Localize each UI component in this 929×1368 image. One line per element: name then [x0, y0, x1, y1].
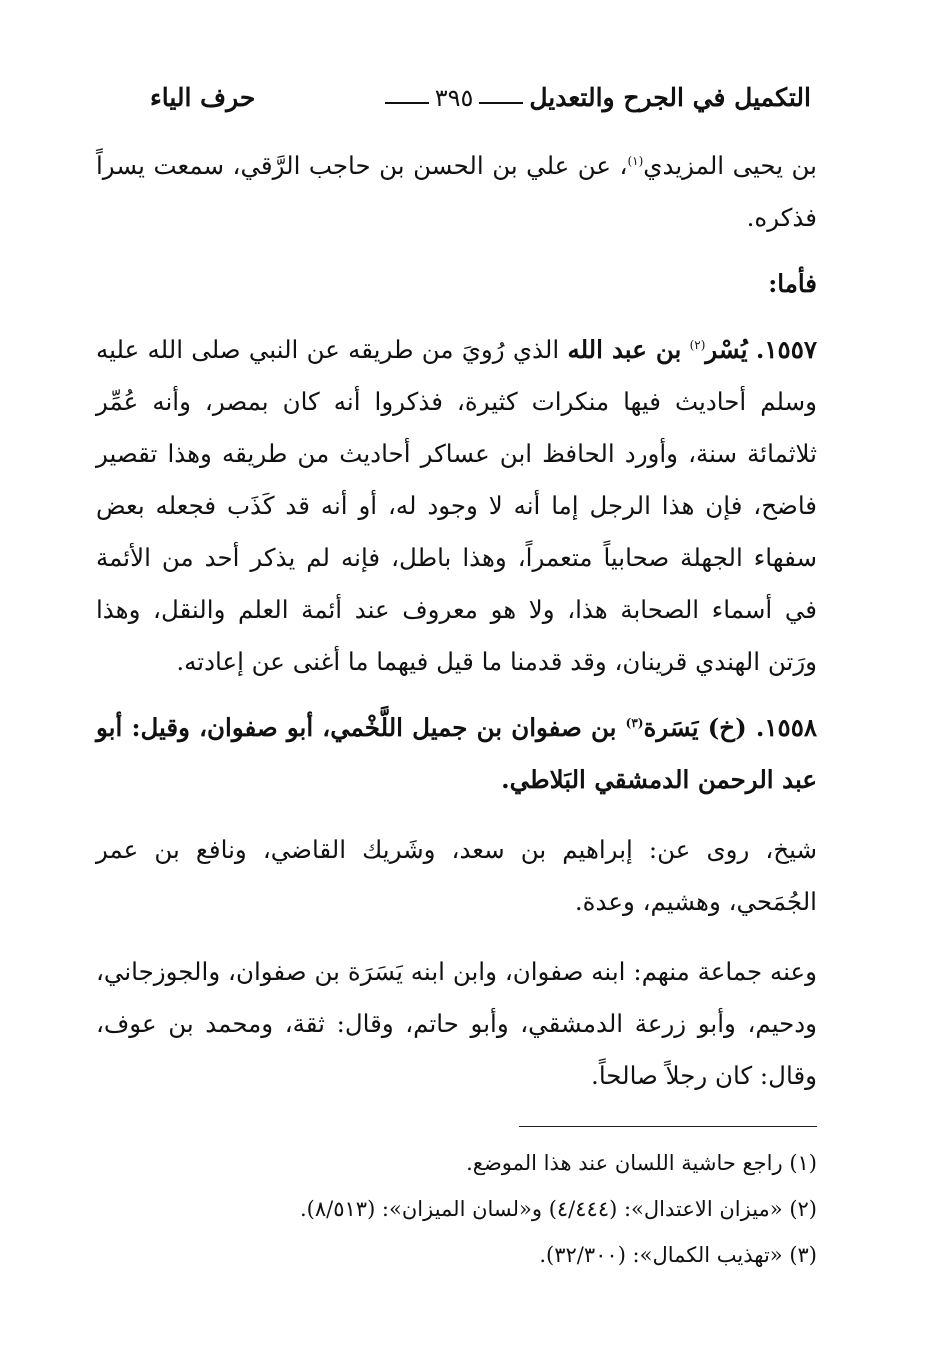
intro-text-cont: ، عن علي بن الحسن بن حاجب الرَّقي، سمعت يسراً فذكره. [96, 151, 817, 232]
footnote-ref: (٢) [689, 337, 706, 352]
footnote-ref: (١) [627, 153, 644, 168]
chapter-title: حرف الياء [150, 83, 256, 112]
entry-number: ١٥٥٧. [755, 335, 818, 364]
footnote-2: (٢) «ميزان الاعتدال»: (٤/٤٤٤) و«لسان الميزان»: (٨/٥١٣). [299, 1197, 817, 1221]
intro-paragraph [96, 140, 817, 244]
entry-text: الذي رُويَ من طريقه عن النبي صلى الله عليه وسلم أحاديث فيها منكرات كثيرة، فذكروا أنه كان بمصر، وأنه عُمِّر ثلاثمائة سنة، وأورد الحافظ ابن عساكر أحاديث من طريقه وهذا تقصير فاضح، فإن هذا الرجل إما أنه لا وجود له، أو أنه قد كَذَب فجعله بعض سفهاء الجهلة صحابياً متعمراً، وهذا باطل، فإنه لم يذكر أحد من الأئمة في أسماء الصحابة هذا، ولا هو معروف عند أئمة العلم والنقل، وهذا ورَتن الهندي قرينان، وقد قدمنا ما قيل فيهما ما أغنى عن إعادته. [96, 335, 817, 676]
running-header [150, 78, 811, 112]
entry-name: يَسَرة [643, 713, 699, 742]
header-rule [385, 102, 429, 104]
footnote-separator [519, 1126, 817, 1127]
entry-1557 [96, 324, 817, 688]
entry-name-rest: بن صفوان بن جميل اللَّخْمي، أبو صفوان، وقيل: أبو عبد الرحمن الدمشقي البَلاطي. [96, 713, 817, 794]
entry-name-rest: بن عبد الله [567, 335, 682, 364]
entry-name: يُسْر [705, 335, 748, 364]
entry-1558-para2: وعنه جماعة منهم: ابنه صفوان، وابن ابنه يَسَرَة بن صفوان، والجوزجاني، ودحيم، وأبو زرعة الدمشقي، وأبو حاتم، وقال: ثقة، ومحمد بن عوف، وقال: كان رجلاً صالحاً. [96, 957, 817, 1090]
main-text [96, 140, 817, 1102]
footnote-1: (١) راجع حاشية اللسان عند هذا الموضع. [466, 1151, 817, 1175]
famma-heading: فأما: [768, 269, 817, 298]
entry-code: (خ) [707, 713, 747, 742]
footnote-3: (٣) «تهذيب الكمال»: (٣٢/٣٠٠). [539, 1243, 817, 1267]
footnotes [96, 1140, 817, 1278]
header-rule [479, 102, 523, 104]
intro-text: بن يحيى المزيدي [643, 151, 817, 180]
page-number: ٣٩٥ [434, 84, 474, 112]
entry-number: ١٥٥٨. [755, 713, 818, 742]
entry-1558-para1: شيخ، روى عن: إبراهيم بن سعد، وشَريك القاضي، ونافع بن عمر الجُمَحي، وهشيم، وعدة. [96, 835, 817, 916]
entry-1558-heading [96, 702, 817, 806]
footnote-ref: (٣) [625, 715, 644, 730]
book-title: التكميل في الجرح والتعديل [529, 83, 811, 112]
